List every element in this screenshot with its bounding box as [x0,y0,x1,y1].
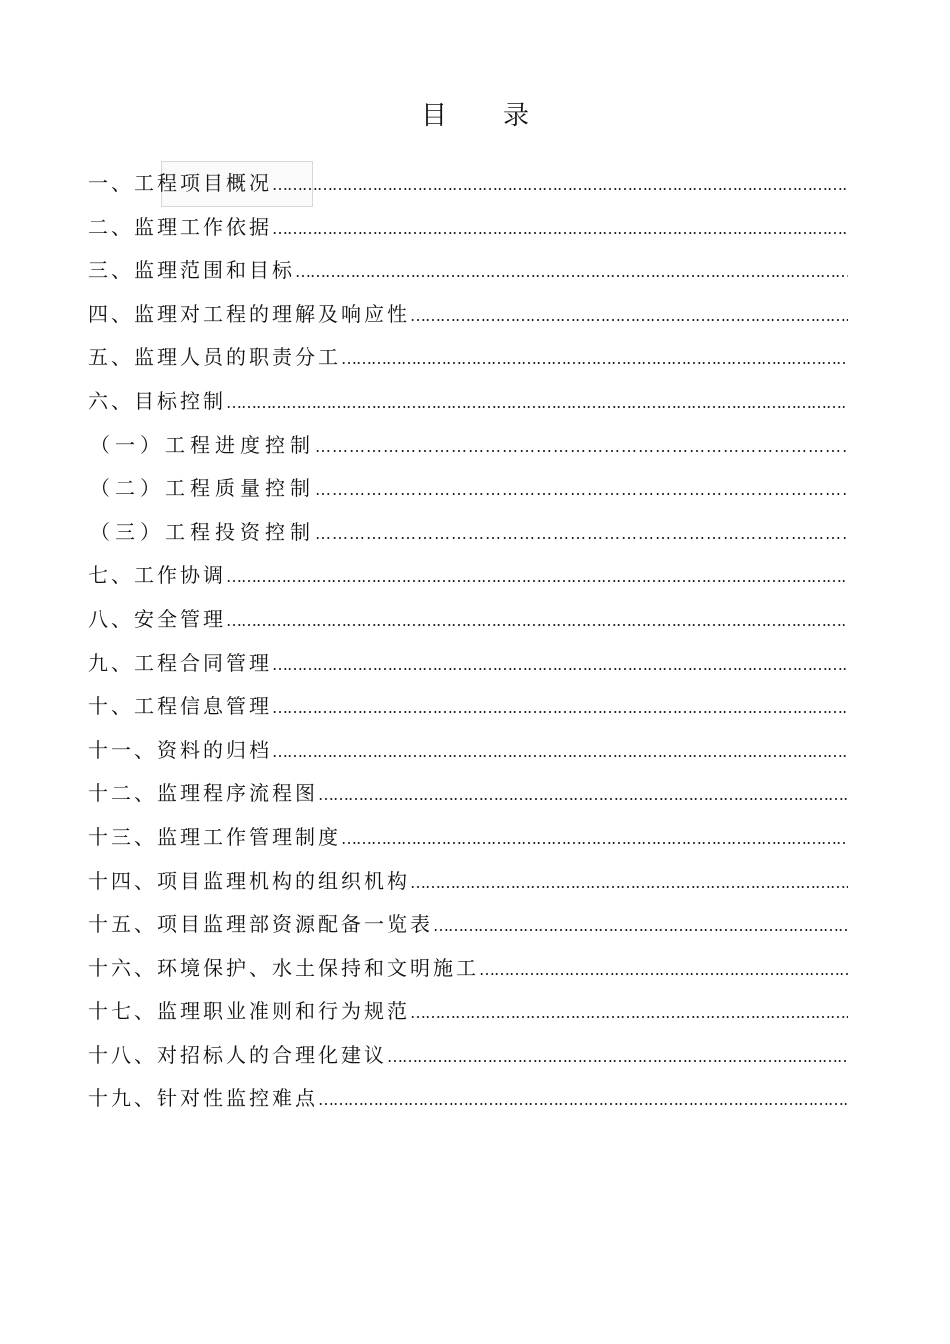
page-title-left: 目 [420,101,447,131]
toc-entry[interactable] [88,685,848,729]
toc-entry[interactable] [88,903,848,947]
toc-entry[interactable] [88,772,848,816]
toc-dot-leader [433,904,848,947]
toc-entry[interactable] [88,467,848,511]
toc-entry-label: 十五、项目监理部资源配备一览表 [88,912,433,937]
toc-entry[interactable] [88,1077,848,1121]
toc-entry-label: 七、工作协调 [88,563,226,588]
toc-dot-leader [387,1035,848,1078]
toc-entry-label: 一、工程项目概况 [88,171,272,195]
toc-entry-label: （三）工程投资控制 [90,519,315,544]
toc-dot-leader [272,163,848,206]
toc-entry-label: 九、工程合同管理 [88,650,272,675]
toc-dot-leader [410,861,848,904]
toc-entry[interactable] [88,816,848,860]
toc-entry-label: 四、监理对工程的理解及响应性 [88,301,410,326]
toc-entry[interactable] [88,424,848,468]
toc-dot-leader [341,817,848,860]
toc-entry-label: 十六、环境保护、水土保持和文明施工 [88,955,479,980]
toc-dot-leader [315,468,848,511]
toc-entry-label: 三、监理范围和目标 [88,258,295,283]
toc-entry[interactable] [88,860,848,904]
toc-dot-leader [315,425,848,468]
page-title-right: 录 [503,101,530,131]
toc-entry-label: 十八、对招标人的合理化建议 [88,1042,387,1067]
toc-entry-label: 二、监理工作依据 [88,214,272,239]
toc-dot-leader [318,1078,848,1121]
toc-entry-label: 十四、项目监理机构的组织机构 [88,868,410,893]
toc-entry-label: 八、安全管理 [88,606,226,631]
toc-entry[interactable] [88,293,848,337]
toc-entry[interactable] [88,990,848,1034]
toc-entry-label: 十、工程信息管理 [88,694,272,719]
toc-dot-leader [272,686,848,729]
toc-entry[interactable] [88,249,848,293]
toc-dot-leader [272,643,848,686]
toc-entry[interactable] [88,162,848,206]
toc-entry-label: （二）工程质量控制 [90,476,315,501]
toc-entry[interactable] [88,642,848,686]
toc-entry[interactable] [88,380,848,424]
table-of-contents [88,162,848,1121]
toc-dot-leader [272,207,848,250]
toc-dot-leader [479,948,848,991]
toc-dot-leader [315,512,848,555]
toc-entry-label: 十七、监理职业准则和行为规范 [88,999,410,1024]
toc-entry[interactable] [88,206,848,250]
toc-dot-leader [226,381,848,424]
toc-entry-label: 六、目标控制 [88,388,226,413]
toc-dot-leader [226,599,848,642]
toc-dot-leader [410,294,848,337]
toc-dot-leader [272,730,848,773]
toc-entry-label: 十九、针对性监控难点 [88,1086,318,1111]
toc-entry[interactable] [88,336,848,380]
toc-entry-label: 十二、监理程序流程图 [88,781,318,806]
toc-entry[interactable] [88,729,848,773]
toc-entry[interactable] [88,511,848,555]
toc-entry-label: 十三、监理工作管理制度 [88,824,341,849]
toc-entry[interactable] [88,1034,848,1078]
toc-entry[interactable] [88,947,848,991]
toc-dot-leader [318,773,848,816]
page-title [0,96,950,136]
toc-dot-leader [410,991,848,1034]
toc-entry-label: 五、监理人员的职责分工 [88,345,341,370]
toc-entry-label: 十一、资料的归档 [88,737,272,762]
toc-entry-label: （一）工程进度控制 [90,432,315,457]
toc-dot-leader [341,337,848,380]
toc-dot-leader [295,250,848,293]
toc-dot-leader [226,555,848,598]
toc-entry[interactable] [88,598,848,642]
toc-entry[interactable] [88,554,848,598]
